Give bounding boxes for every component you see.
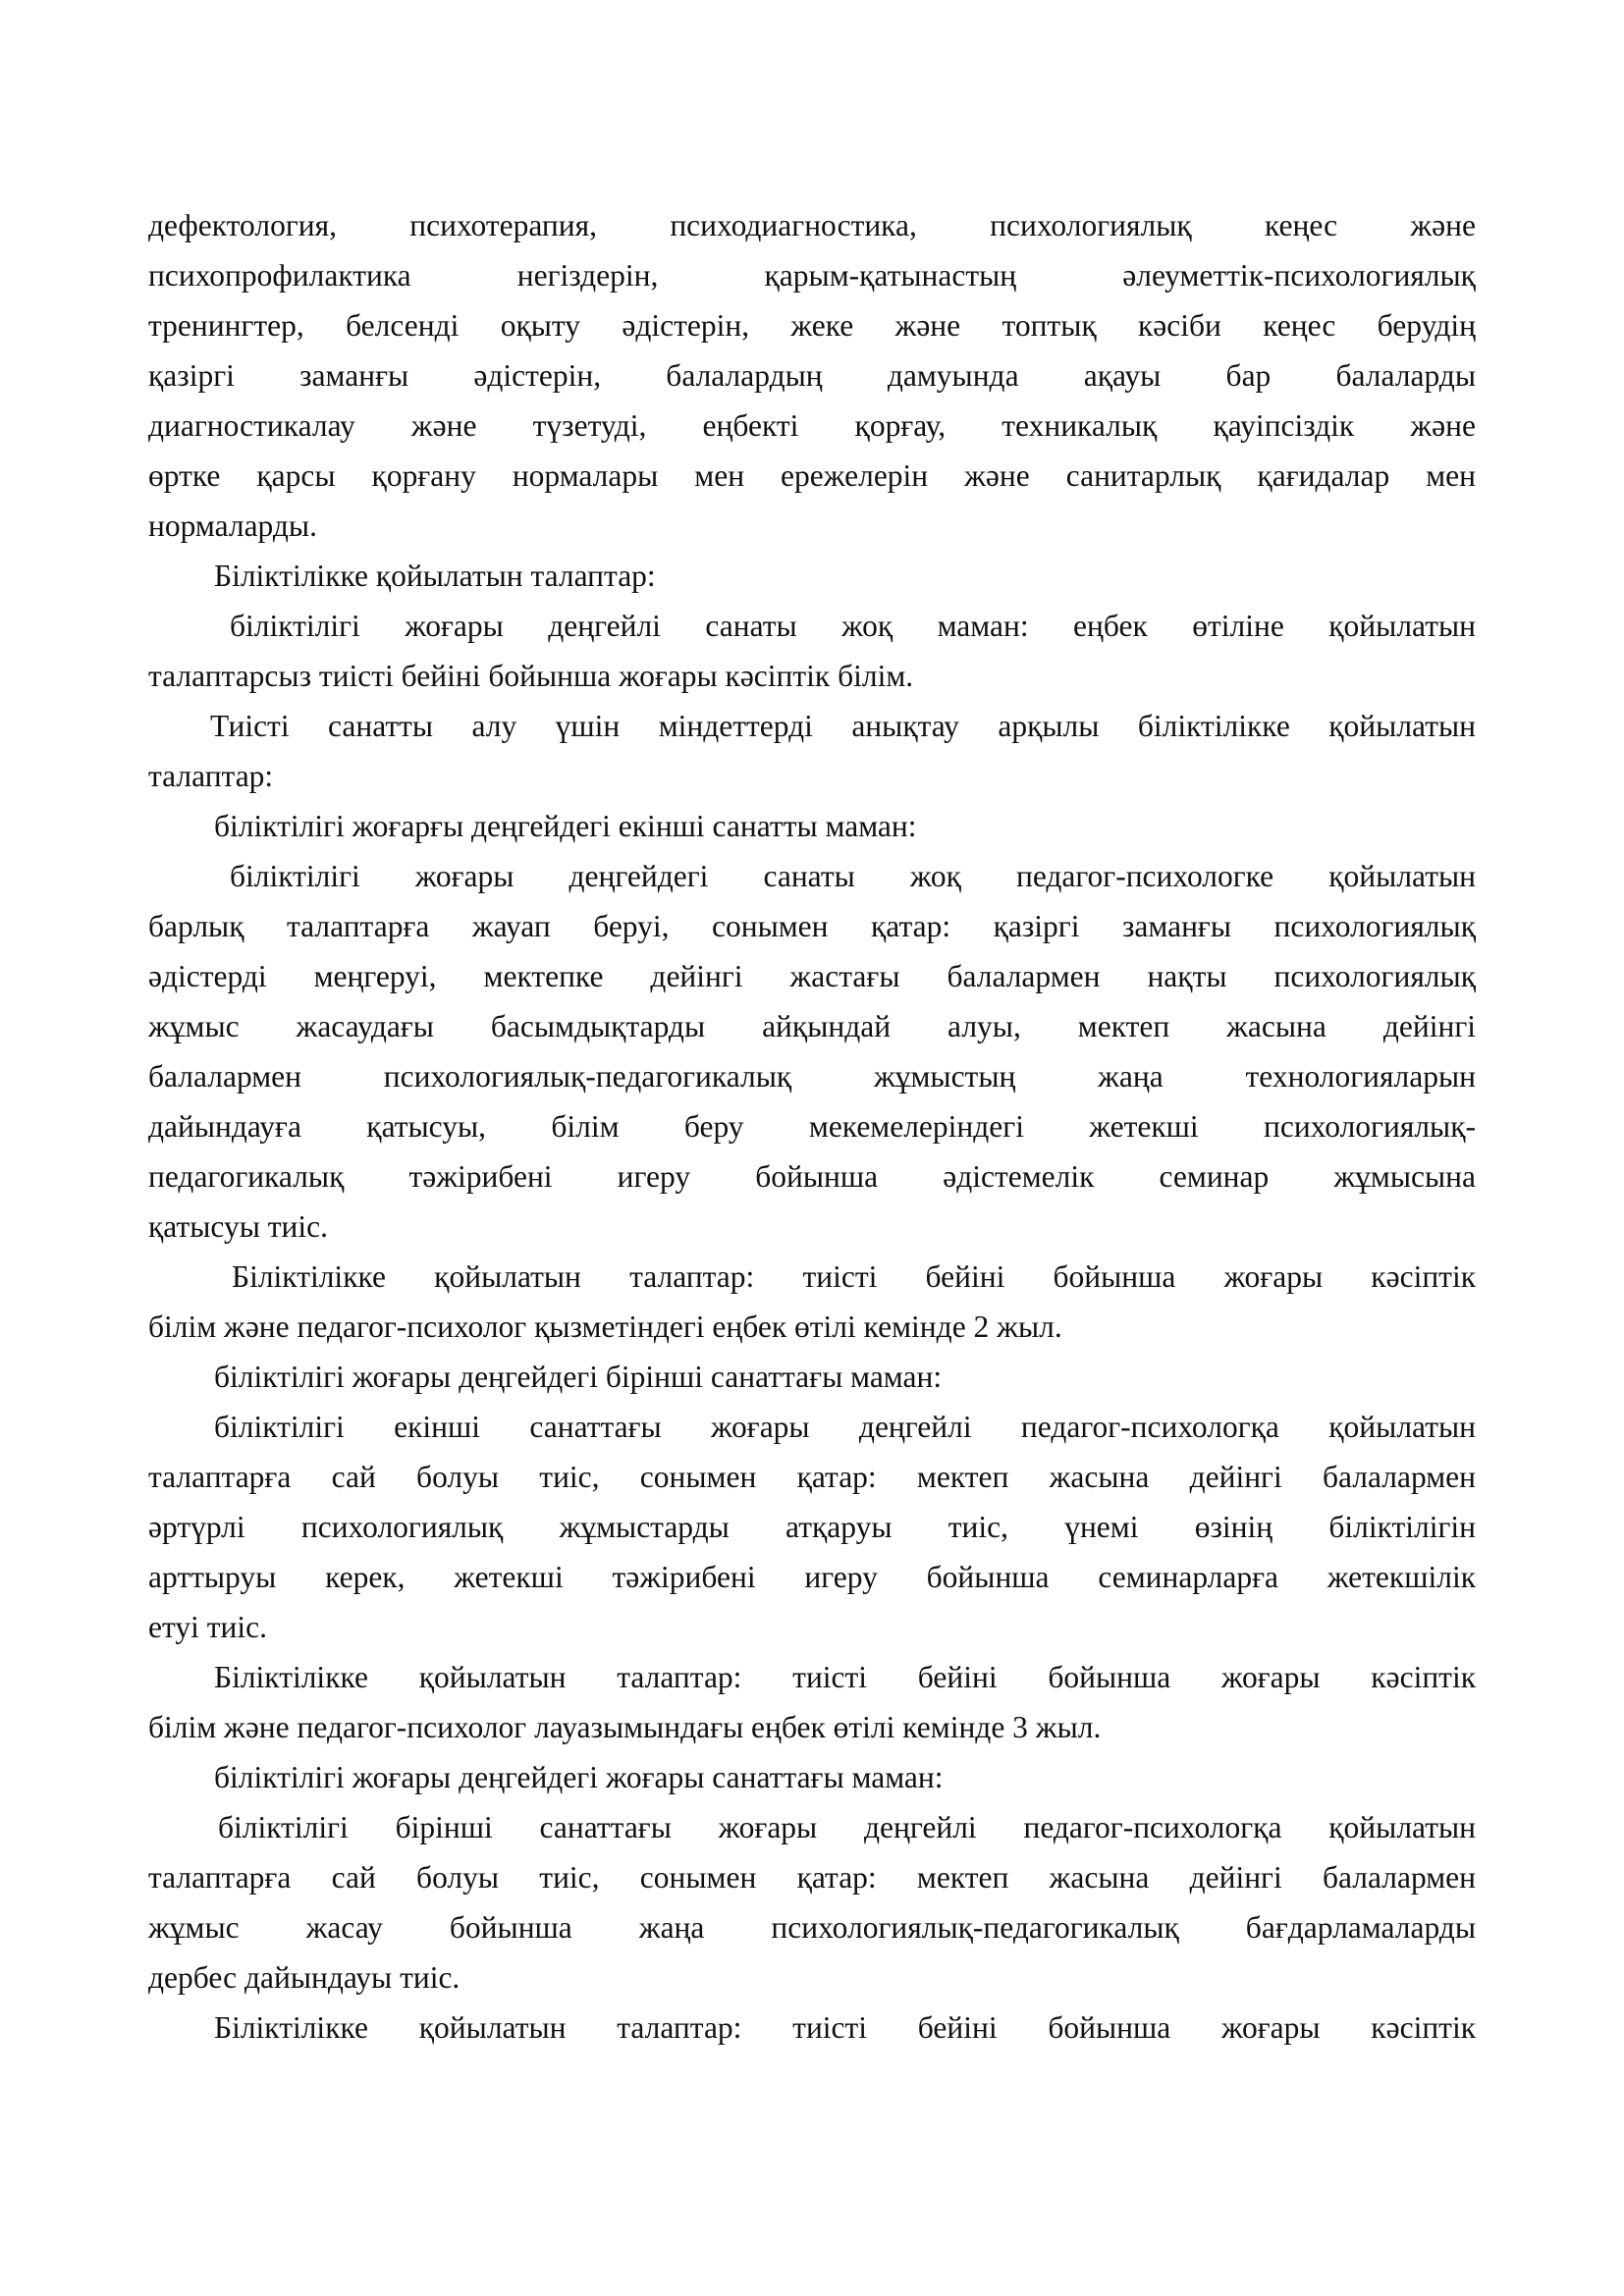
text-line: нормаларды. — [148, 508, 317, 543]
text-line: барлық талаптарға жауап беруі, сонымен қатар: қазіргі заманғы психологиялық — [148, 909, 1476, 943]
text-line: дайындауға қатысуы, білім беру мекемелеріндегі жетекші психологиялық- — [148, 1109, 1476, 1144]
text-line: Біліктілікке қойылатын талаптар: тиісті бейіні бойынша жоғары кәсіптік — [214, 2010, 1476, 2045]
text-line: Тиісті санатты алу үшін міндеттерді анықтау арқылы біліктілікке қойылатын — [210, 709, 1476, 743]
text-line: жұмыс жасаудағы басымдықтарды айқындай алуы, мектеп жасына дейінгі — [148, 1009, 1476, 1043]
text-line: Біліктілікке қойылатын талаптар: тиісті бейіні бойынша жоғары кәсіптік — [214, 1660, 1476, 1694]
text-line: талаптарға сай болуы тиіс, сонымен қатар: мектеп жасына дейінгі балалармен — [148, 1860, 1476, 1895]
text-line: педагогикалық тәжірибені игеру бойынша әдістемелік семинар жұмысына — [148, 1159, 1476, 1194]
text-line: талаптар: — [148, 759, 274, 793]
text-line: психопрофилактика негіздерін, қарым-қатынастың әлеуметтік-психологиялық — [148, 258, 1476, 293]
text-line: қатысуы тиіс. — [148, 1209, 328, 1244]
text-line: талаптарға сай болуы тиіс, сонымен қатар: мектеп жасына дейінгі балалармен — [148, 1460, 1476, 1494]
text-line: етуі тиіс. — [148, 1610, 267, 1644]
text-line: дефектология, психотерапия, психодиагностика, психологиялық кеңес және — [148, 208, 1476, 242]
text-line: балалармен психологиялық-педагогикалық жұмыстың жаңа технологияларын — [148, 1059, 1476, 1094]
text-line: диагностикалау және түзетуді, еңбекті қорғау, техникалық қауіпсіздік және — [148, 408, 1476, 443]
text-line: біліктілігі екінші санаттағы жоғары деңгейлі педагог-психологқа қойылатын — [214, 1410, 1476, 1444]
text-line: білім және педагог-психолог лауазымындағы еңбек өтілі кемінде 3 жыл. — [148, 1710, 1102, 1744]
text-line: өртке қарсы қорғану нормалары мен ережелерін және санитарлық қағидалар мен — [148, 458, 1476, 493]
text-line: біліктілігі жоғары деңгейдегі санаты жоқ педагог-психологке қойылатын — [230, 859, 1476, 893]
text-line: Біліктілікке қойылатын талаптар: тиісті бейіні бойынша жоғары кәсіптік — [232, 1259, 1476, 1294]
text-line: білім және педагог-психолог қызметіндегі еңбек өтілі кемінде 2 жыл. — [148, 1309, 1062, 1344]
category-heading: біліктілігі жоғарғы деңгейдегі екінші санатты маман: — [214, 809, 917, 843]
text-line: арттыруы керек, жетекші тәжірибені игеру бойынша семинарларға жетекшілік — [148, 1560, 1476, 1594]
text-line: әдістерді меңгеруі, мектепке дейінгі жастағы балалармен нақты психологиялық — [148, 959, 1476, 993]
text-line: талаптарсыз тиісті бейіні бойынша жоғары кәсіптік білім. — [148, 659, 914, 693]
text-line: дербес дайындауы тиіс. — [148, 1960, 460, 1995]
category-heading: біліктілігі жоғары деңгейдегі бірінші санаттағы маман: — [214, 1360, 943, 1394]
text-line: біліктілігі жоғары деңгейлі санаты жоқ маман: еңбек өтіліне қойылатын — [230, 609, 1476, 643]
text-line: қазіргі заманғы әдістерін, балалардың дамуында ақауы бар балаларды — [148, 358, 1476, 393]
category-heading: біліктілігі жоғары деңгейдегі жоғары санаттағы маман: — [214, 1760, 944, 1794]
text-line: жұмыс жасау бойынша жаңа психологиялық-педагогикалық бағдарламаларды — [148, 1910, 1476, 1945]
section-heading: Біліктілікке қойылатын талаптар: — [214, 559, 656, 593]
text-line: тренингтер, белсенді оқыту әдістерін, жеке және топтық кәсіби кеңес берудің — [148, 308, 1476, 343]
text-line: әртүрлі психологиялық жұмыстарды атқаруы тиіс, үнемі өзінің біліктілігін — [148, 1510, 1476, 1544]
text-line: біліктілігі бірінші санаттағы жоғары деңгейлі педагог-психологқа қойылатын — [218, 1810, 1476, 1844]
